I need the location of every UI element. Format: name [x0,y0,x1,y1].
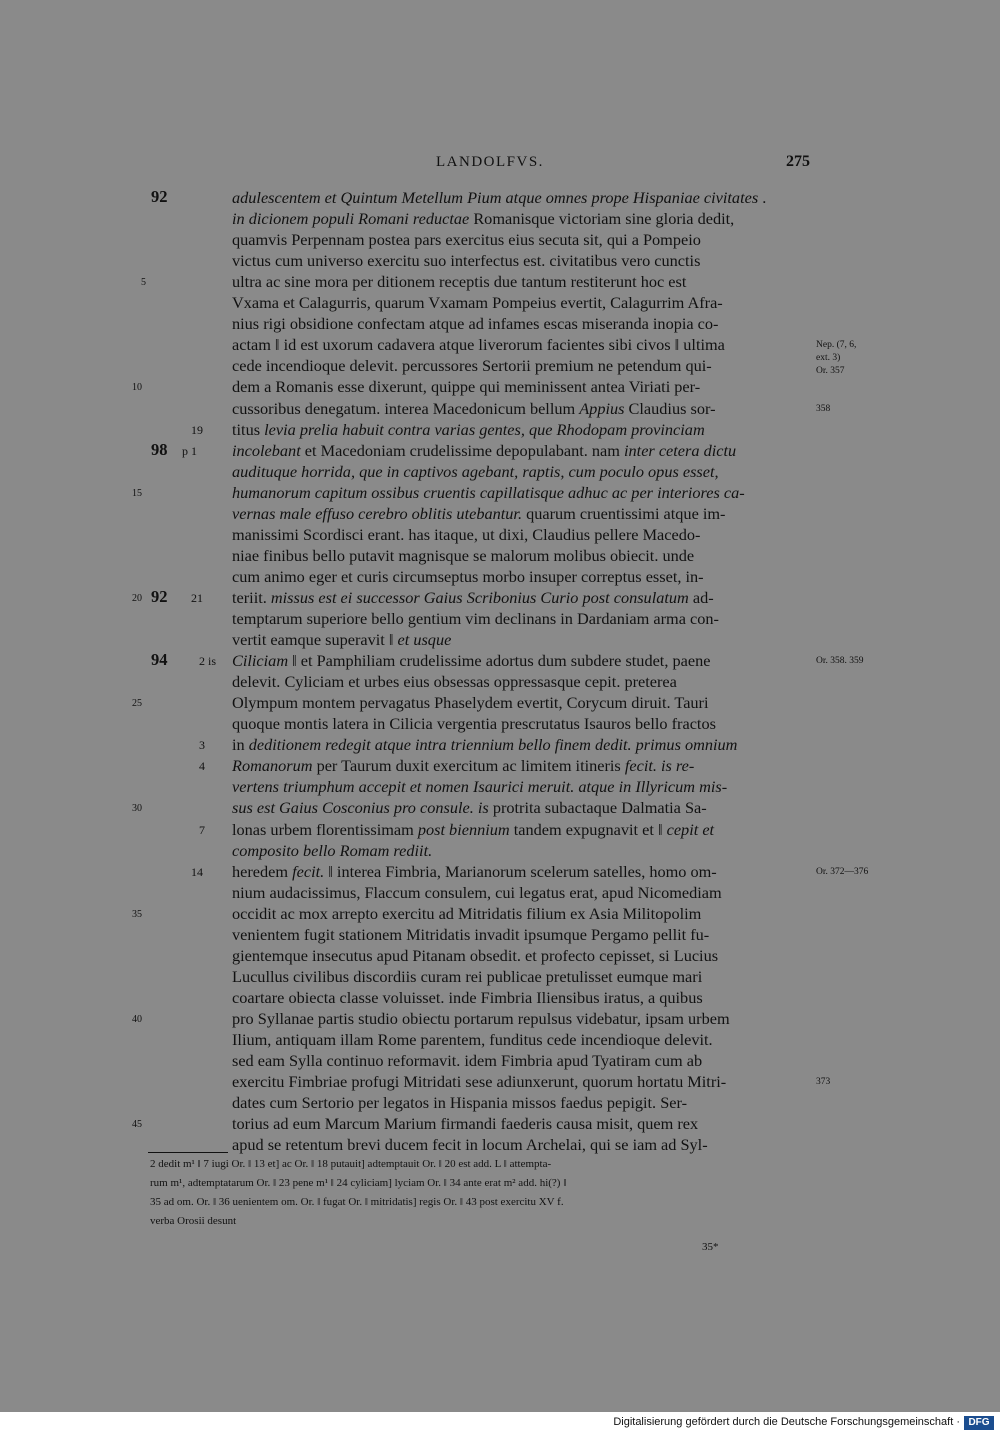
footnote-line: 2 dedit m¹ ‖ 7 iugi Or. ‖ 13 et] ac Or. ‖ 18 putauit] adtemptauit Or. ‖ 20 est add. L ‖ attempta- [150,1158,552,1170]
text-line: apud se retentum brevi ducem fecit in locum Archelai, qui se iam ad Syl- [232,1135,708,1155]
text-line: titus levia prelia habuit contra varias gentes, que Rhodopam provinciam [232,419,705,439]
text-line: adulescentem et Quintum Metellum Pium atque omnes prope Hispaniae civitates . [232,188,767,207]
text-line: lonas urbem florentissimam post biennium tandem expugnavit et ‖ cepit et [232,819,715,839]
text-line: cede incendioque delevit. percussores Sertorii premium ne petendum qui- [232,356,712,376]
source-chapter-number: 3 [199,738,205,753]
source-chapter-number: 4 [199,759,205,774]
text-line: pro Syllanae partis studio obiectu portarum repulsus videbatur, ipsam urbem [232,1008,730,1028]
text-line: sus est Gaius Cosconius pro consule. is protrita subactaque Dalmatia Sa- [232,798,707,818]
text-line: temptarum superiore bello gentium vim declinans in Dardaniam arma con- [232,609,719,628]
text-line: incolebant et Macedoniam crudelissime depopulabant. nam inter cetera dictu [232,440,737,460]
text-line: Olympum montem pervagatus Phaselydem evertit, Corycum diruit. Tauri [232,693,709,713]
line-number: 30 [132,803,142,815]
line-number: 45 [132,1119,142,1131]
footer-bar [0,1412,1000,1434]
text-line: nium audacissimus, Flaccum consulem, cui legatus erat, apud Nicomediam [232,882,722,902]
line-number: 20 [132,592,142,604]
text-line: in deditionem redegit atque intra triennium bello finem dedit. primus omnium [232,735,738,755]
line-number: 40 [132,1013,142,1025]
text-line: Ciliciam ‖ et Pamphiliam crudelissime adortus dum subdere studet, paene [232,651,711,671]
margin-ref-number: 92 [151,187,168,206]
text-line: vertit eamque superavit ‖ et usque [232,630,452,650]
source-chapter-number: 21 [191,590,203,605]
text-line: cussoribus denegatum. interea Macedonicum bellum Appius Claudius sor- [232,398,716,418]
text-line: Ilium, antiquam illam Rome parentem, funditus cede incendioque delevit. [232,1030,713,1049]
source-chapter-number: 2 is [199,654,217,669]
source-chapter-number: 19 [191,422,203,437]
footnote-line: rum m¹, adtemptatarum Or. ‖ 23 pene m¹ ‖ 24 cyliciam] lyciam Or. ‖ 34 ante erat m² add. hi(?) ‖ [150,1177,567,1189]
text-line: quamvis Perpennam postea pars exercitus eius secuta sit, qui a Pompeio [232,230,701,250]
side-note: Or. 372—376 [816,866,869,877]
footnote-line: verba Orosii desunt [150,1215,237,1227]
text-line: niae finibus bello putavit magnisque se malorum molibus obiecit. unde [232,545,695,565]
text-line: dates cum Sertorio per legatos in Hispania missos faedus pepigit. Ser- [232,1093,688,1113]
margin-ref-number: 92 [151,586,168,606]
text-line: nius rigi obsidione confectam atque ad infames escas miseranda inopia co- [232,314,719,334]
line-number: 5 [141,277,146,289]
margin-ref-number: 94 [151,650,168,670]
running-head: LANDOLFVS. [436,154,544,170]
text-line: teriit. missus est ei successor Gaius Scribonius Curio post consulatum ad- [232,587,714,607]
side-note: 358 [816,403,831,414]
margin-ref-number: 98 [151,439,168,459]
source-chapter-number: 7 [199,822,205,837]
side-note: ext. 3) [816,352,841,363]
line-number: 15 [132,487,142,499]
side-note: Or. 358. 359 [816,656,864,667]
text-line: Lucullus civilibus discordiis curam rei publicae pretulisset eumque mari [232,966,703,986]
text-line: delevit. Cyliciam et urbes eius obsessas oppressasque cepit. preterea [232,672,677,692]
text-line: vertens triumphum accepit et nomen Isaurici meruit. atque in Illyricum mis- [232,777,728,797]
page-number: 275 [786,153,810,170]
text-line: actam ‖ id est uxorum cadavera atque liverorum facientes sibi civos ‖ ultima [232,335,725,355]
text-line: occidit ac mox arrepto exercitu ad Mitridatis filium ex Asia Militopolim [232,903,702,923]
text-line: humanorum capitum ossibus cruentis capillatisque adhuc ac per interiores ca- [232,482,745,502]
text-line: Romanorum per Taurum duxit exercitum ac limitem itineris fecit. is re- [232,756,695,776]
footnote-rule [148,1152,228,1153]
line-number: 10 [132,382,142,394]
source-chapter-number: p 1 [182,443,197,458]
text-line: gientemque insecutus apud Pitanam obsedit. et profecto cepisset, si Lucius [232,945,719,965]
text-line: coartare obiecta classe voluisset. inde Fimbria Iliensibus iratus, a quibus [232,987,703,1007]
text-line: composito bello Romam rediit. [232,840,433,860]
text-line: exercitu Fimbriae profugi Mitridati sese adiunxerunt, quorum hortatu Mitri- [232,1072,727,1092]
dfg-logo: DFG [964,1416,994,1430]
side-note: Nep. (7, 6, [816,340,857,351]
line-number: 35 [132,908,142,920]
text-line: sed eam Sylla continuo reformavit. idem Fimbria apud Tyatiram cum ab [232,1051,703,1071]
text-line: quoque montis latera in Cilicia vergentia prescrutatus Isauros bello fractos [232,714,716,734]
funding-note: Digitalisierung gefördert durch die Deutsche Forschungsgemeinschaft · [613,1416,960,1428]
source-chapter-number: 14 [191,864,203,879]
text-line: vernas male effuso cerebro oblitis utebantur. quarum cruentissimi atque im- [232,503,726,523]
text-line: heredem fecit. ‖ interea Fimbria, Marianorum scelerum satelles, homo om- [232,861,717,881]
text-line: victus cum universo exercitu suo interfectus est. civitatibus vero cunctis [232,251,701,271]
text-line: venientem fugit stationem Mitridatis invadit ipsumque Pergamo pellit fu- [232,924,710,944]
text-line: in dicionem populi Romani reductae Romanisque victoriam sine gloria dedit, [232,209,735,229]
side-note: Or. 357 [816,365,845,376]
signature-mark: 35* [702,1241,719,1253]
line-number: 25 [132,698,142,710]
text-line: cum animo eger et curis circumseptus morbo insuper correptus esset, in- [232,566,704,586]
footnote-line: 35 ad om. Or. ‖ 36 uenientem om. Or. ‖ fugat Or. ‖ mitridatis] regis Or. ‖ 43 post exercitu XV f. [150,1196,564,1208]
text-line: manissimi Scordisci erant. has itaque, ut dixi, Claudius pellere Macedo- [232,524,701,544]
text-line: ultra ac sine mora per ditionem receptis due tantum restiterunt hoc est [232,272,687,292]
text-line: torius ad eum Marcum Marium firmandi faederis causa misit, quem rex [232,1114,699,1134]
text-line: audituque horrida, que in captivos agebant, raptis, cum poculo opus esset, [232,461,719,481]
text-line: Vxama et Calagurris, quarum Vxamam Pompeius evertit, Calagurrim Afra- [232,293,723,313]
side-note: 373 [816,1077,831,1088]
text-line: dem a Romanis esse dixerunt, quippe qui meminissent antea Viriati per- [232,377,701,397]
